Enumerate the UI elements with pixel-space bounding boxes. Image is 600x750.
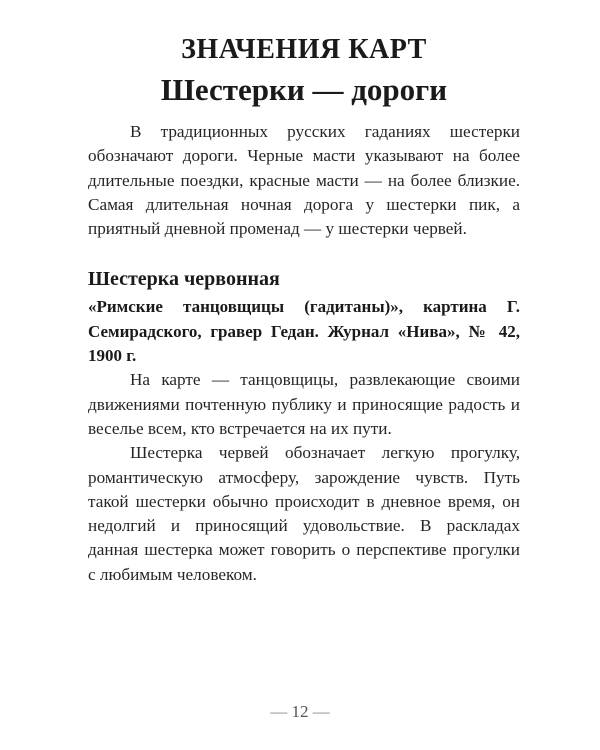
intro-paragraph: В традиционных русских гаданиях шестерки обозначают дороги. Черные масти указывают на более длительные поездки, красные масти — на более близкие. Самая длительная ночная дорога у шестерки пик, а приятный дневной променад — у шестерки червей. [88,122,520,239]
folio-dash-left: — [270,702,288,721]
chapter-heading: ЗНАЧЕНИЯ КАРТ [181,34,427,65]
illustration-caption: «Римские танцовщицы (гадитаны)», картина Г. Семирадского, гравер Гедан. Журнал «Нива», № 42, 1900 г. [88,297,520,366]
body-paragraph-1: На карте — танцовщицы, развлекающие своими движениями почтенную публику и приносящие радость и веселье всем, кто встречается на их пути. [88,370,520,438]
book-page [88,30,520,730]
section-title: Шестерка червонная [88,268,280,291]
page-number-footer [0,702,600,722]
folio-dash-right: — [312,702,330,721]
page-number: 12 [291,702,309,721]
body-paragraph-2: Шестерка червей обозначает легкую прогулку, романтическую атмосферу, зарождение чувств. Путь такой шестерки обычно происходит в дневное время, он недолгий и приносящий удовольствие. В раскладах данная шестерка может говорить о перспективе прогулки с любимым человеком. [88,443,520,584]
chapter-subheading: Шестерки — дороги [160,72,448,107]
